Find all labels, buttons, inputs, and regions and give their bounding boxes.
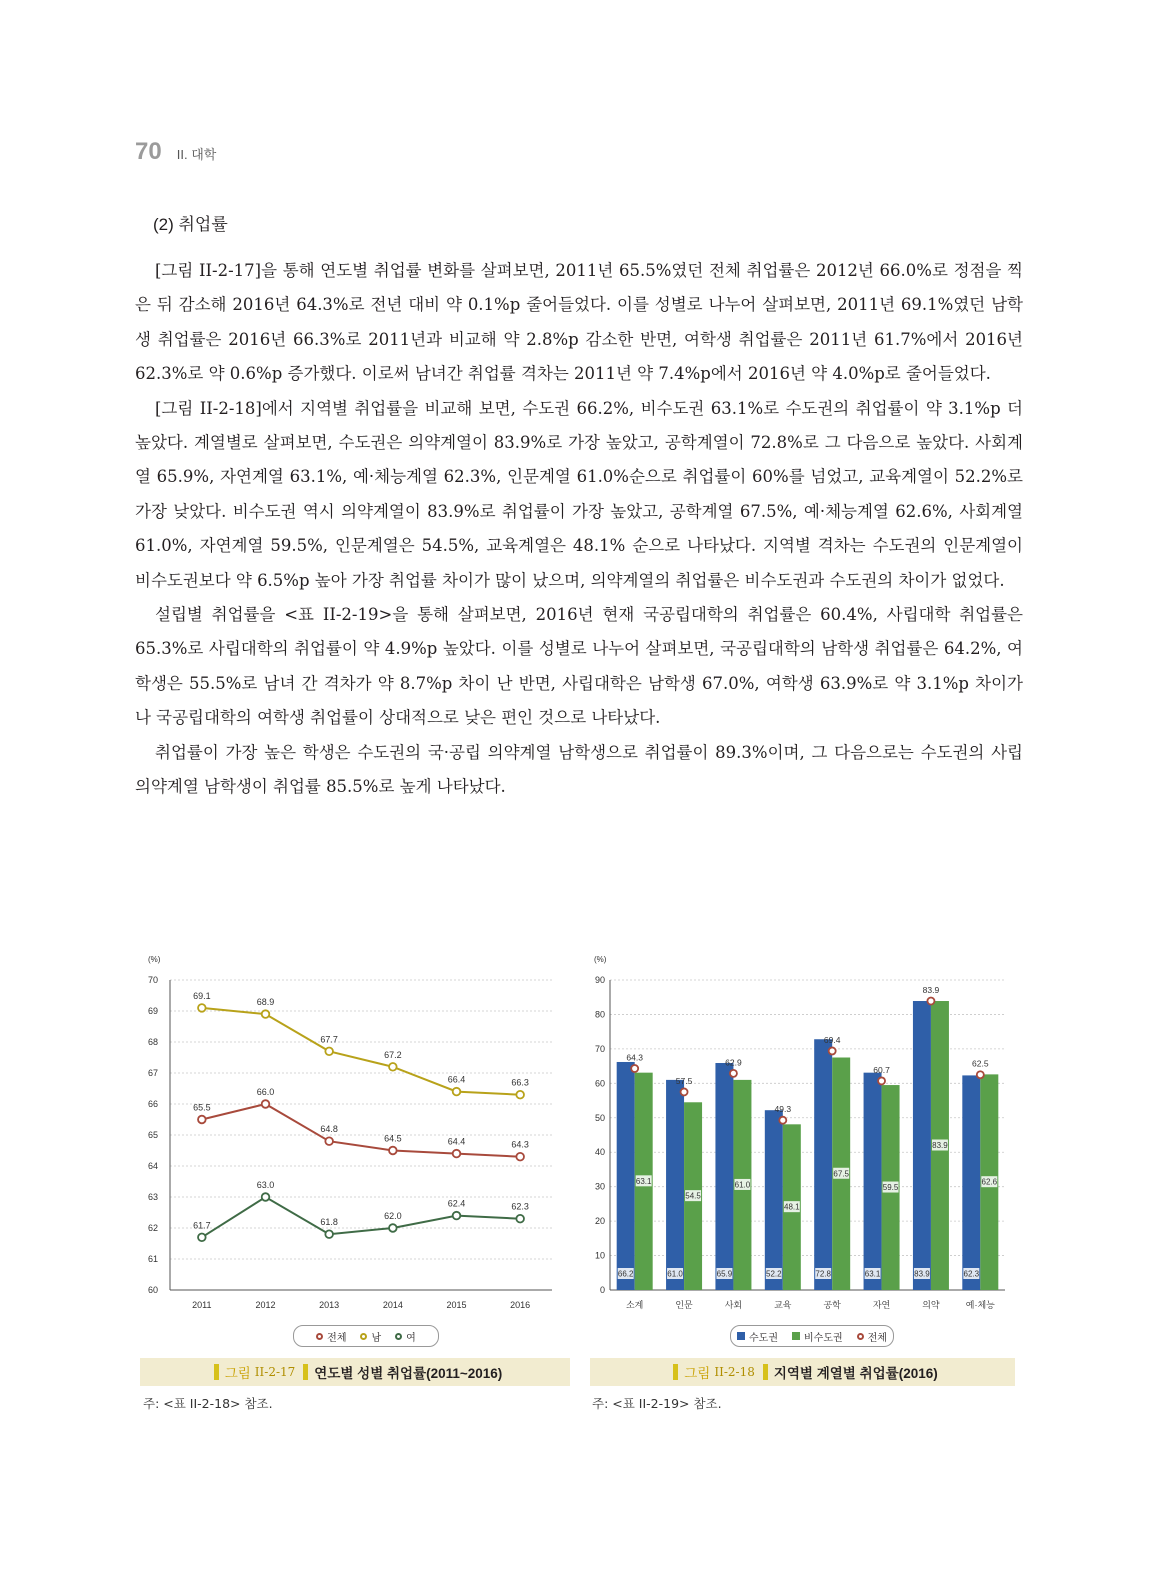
y-unit-label: (%) [594, 955, 607, 964]
legend-item [737, 1329, 778, 1344]
data-point [453, 1088, 461, 1096]
x-tick-label: 의약 [922, 1300, 940, 1310]
series-line-전체 [202, 1104, 520, 1157]
data-label: 63.1 [635, 1176, 652, 1186]
bar-수도권 [913, 1001, 931, 1290]
y-tick-label: 62 [147, 1223, 158, 1233]
legend-marker [395, 1333, 402, 1340]
y-tick-label: 69 [147, 1006, 158, 1016]
data-point [198, 1004, 206, 1012]
bar-수도권 [666, 1080, 684, 1290]
data-label: 61.0 [667, 1269, 683, 1279]
y-tick-label: 20 [594, 1216, 605, 1227]
x-tick-label: 2014 [382, 1300, 403, 1310]
paragraph: 취업률이 가장 높은 학생은 수도권의 국·공립 의약계열 남학생으로 취업률이 89.3%이며, 그 다음으로는 수도권의 사립 의약계열 남학생이 취업률 85.5%로 높게 나타났다. [135, 742, 1023, 797]
overlay-point [927, 998, 934, 1005]
overlay-label: 57.5 [675, 1075, 693, 1086]
caption-number: II-2-18 [714, 1365, 755, 1379]
x-tick-label: 2013 [319, 1300, 340, 1310]
paragraph: 설립별 취업률을 <표 II-2-19>을 통해 살펴보면, 2016년 현재 국공립대학의 취업률은 60.4%, 사립대학 취업률은 65.3%로 사립대학의 취업률이 약 4.9%p 높았다. 이를 성별로 나누어 살펴보면, 국공립대학의 남학생 취업률은 64.2%, 여학생은 55.5%로 남녀 간 격차가 약 8.7%p 차이 난 반면, 사립대학은 남학생 67.0%, 여학생 63.9%로 약 3.1%p 차이가 나 국공립대학의 여학생 취업률이 상대적으로 낮은 편인 것으로 나타났다. [135, 605, 1023, 728]
legend-marker [360, 1333, 367, 1340]
data-point [453, 1212, 461, 1220]
overlay-point [977, 1071, 984, 1078]
y-tick-label: 60 [594, 1078, 605, 1089]
x-tick-label: 교육 [774, 1300, 792, 1310]
y-tick-label: 90 [594, 975, 605, 985]
data-point [389, 1063, 397, 1071]
caption-title: 지역별 계열별 취업률(2016) [773, 1366, 938, 1381]
data-label: 61.0 [734, 1180, 751, 1190]
data-point [262, 1100, 270, 1108]
data-label: 62.6 [981, 1177, 998, 1187]
bar-수도권 [814, 1039, 832, 1290]
x-tick-label: 2011 [192, 1300, 212, 1310]
y-tick-label: 0 [599, 1285, 605, 1295]
data-label: 65.5 [193, 1102, 211, 1113]
data-label: 62.3 [963, 1269, 980, 1279]
data-label: 66.3 [511, 1077, 529, 1088]
legend-marker [857, 1333, 864, 1340]
data-label: 62.0 [384, 1211, 402, 1221]
subsection-title: (2) 취업률 [153, 215, 228, 234]
y-tick-label: 70 [594, 1043, 605, 1054]
figure1-caption [140, 1358, 570, 1386]
y-tick-label: 70 [147, 975, 158, 985]
data-label: 72.8 [815, 1269, 831, 1279]
caption-label: 그림 [684, 1366, 711, 1381]
x-tick-label: 사회 [724, 1300, 743, 1310]
legend-label: 남 [371, 1332, 382, 1344]
data-label: 64.8 [320, 1124, 338, 1135]
caption-title: 연도별 성별 취업률(2011~2016) [314, 1366, 503, 1381]
y-tick-label: 80 [594, 1009, 605, 1020]
y-tick-label: 64 [147, 1161, 158, 1171]
figure2-caption [590, 1358, 1015, 1386]
caption-bar [214, 1364, 219, 1380]
data-label: 62.3 [511, 1201, 529, 1212]
legend-marker [792, 1332, 800, 1340]
x-tick-label: 2015 [446, 1300, 467, 1310]
legend-label: 수도권 [749, 1332, 778, 1344]
bar-수도권 [617, 1062, 635, 1290]
x-tick-label: 2016 [510, 1300, 531, 1310]
legend-label: 전체 [867, 1332, 887, 1344]
page-header [135, 138, 216, 168]
data-point [325, 1137, 333, 1145]
body-text [135, 254, 1023, 805]
y-tick-label: 60 [147, 1285, 158, 1295]
overlay-point [631, 1065, 638, 1072]
data-point [325, 1048, 333, 1056]
x-tick-label: 공학 [823, 1300, 841, 1310]
overlay-label: 49.3 [774, 1104, 792, 1115]
data-label: 64.3 [511, 1139, 529, 1150]
legend-label: 여 [406, 1332, 416, 1344]
legend-item [395, 1329, 416, 1344]
x-tick-label: 인문 [675, 1300, 693, 1310]
x-tick-label: 소계 [625, 1300, 644, 1310]
overlay-label: 83.9 [922, 985, 940, 996]
data-label: 83.9 [932, 1141, 948, 1151]
bar-수도권 [715, 1063, 733, 1290]
y-tick-label: 67 [147, 1068, 158, 1078]
legend-item [360, 1329, 381, 1344]
data-label: 83.9 [914, 1269, 930, 1279]
x-tick-label: 예·체능 [965, 1300, 995, 1310]
data-label: 67.2 [384, 1049, 402, 1060]
data-label: 68.9 [256, 997, 275, 1008]
y-tick-label: 10 [594, 1250, 605, 1261]
legend-label: 전체 [327, 1332, 347, 1344]
data-label: 52.2 [766, 1269, 782, 1279]
overlay-label: 64.3 [626, 1052, 643, 1063]
caption-label: 그림 [224, 1366, 251, 1381]
overlay-label: 62.5 [972, 1058, 989, 1069]
data-point [325, 1230, 333, 1238]
data-point [453, 1150, 461, 1158]
x-tick-label: 자연 [872, 1300, 891, 1310]
section-label: II. 대학 [176, 147, 217, 162]
data-point [389, 1147, 397, 1155]
data-label: 66.4 [447, 1074, 466, 1085]
y-tick-label: 50 [594, 1112, 605, 1123]
y-tick-label: 65 [147, 1130, 158, 1140]
page-number: 70 [135, 138, 162, 165]
overlay-point [829, 1047, 836, 1054]
data-label: 63.1 [864, 1269, 881, 1279]
legend-marker [737, 1332, 745, 1340]
caption-bar [303, 1364, 308, 1380]
y-tick-label: 40 [594, 1147, 605, 1158]
line-chart-svg [140, 950, 570, 1315]
x-tick-label: 2012 [255, 1300, 276, 1310]
bar-수도권 [962, 1075, 980, 1290]
y-unit-label: (%) [148, 955, 161, 964]
data-point [516, 1215, 524, 1223]
data-point [262, 1193, 270, 1201]
data-point [516, 1091, 524, 1099]
legend-item [316, 1329, 346, 1344]
bar-수도권 [765, 1110, 783, 1290]
overlay-point [681, 1088, 688, 1095]
data-label: 62.4 [447, 1198, 466, 1209]
data-point [262, 1010, 270, 1018]
y-tick-label: 68 [147, 1037, 158, 1047]
paragraph: [그림 II-2-18]에서 지역별 취업률을 비교해 보면, 수도권 66.2%, 비수도권 63.1%로 수도권의 취업률이 약 3.1%p 더 높았다. 계열별로 살펴보면, 수도권은 의약계열이 83.9%로 가장 높았고, 공학계열이 72.8%로 그 다음으로 높았다. 사회계열 65.9%, 자연계열 63.1%, 예·체능계열 62.3%, 인문계열 61.0%순으로 취업률이 60%를 넘었고, 교육계열이 52.2%로 가장 낮았다. 비수도권 역시 의약계열이 83.9%로 취업률이 가장 높았고, 공학계열 67.5%, 예·체능계열 62.6%, 사회계열 61.0%, 자연계열 59.5%, 인문계열은 54.5%, 교육계열은 48.1% 순으로 나타났다. 지역별 격차는 수도권의 인문계열이 비수도권보다 약 6.5%p 높아 가장 취업률 차이가 많이 났으며, 의약계열의 취업률은 비수도권과 수도권의 차이가 없었다. [135, 398, 1023, 590]
data-label: 63.0 [256, 1180, 275, 1190]
data-label: 67.5 [833, 1169, 849, 1179]
data-label: 54.5 [685, 1191, 701, 1201]
paragraph: [그림 II-2-17]을 통해 연도별 취업률 변화를 살펴보면, 2011년 65.5%였던 전체 취업률은 2012년 66.0%로 정점을 찍은 뒤 감소해 2016년 64.3%로 전년 대비 약 0.1%p 줄어들었다. 이를 성별로 나누어 살펴보면, 2011년 69.1%였던 남학생 취업률은 2016년 66.3%로 2011년과 비교해 약 2.8%p 감소한 반면, 여학생 취업률은 2011년 61.7%에서 2016년 62.3%로 약 0.6%p 증가했다. 이로써 남녀간 취업률 격차는 2011년 약 7.4%p에서 2016년 약 4.0%p로 줄어들었다. [135, 261, 1023, 384]
figure1-note: 주: <표 II-2-18> 참조. [143, 1396, 273, 1411]
chart1-legend [293, 1325, 439, 1347]
chart2-legend [730, 1325, 894, 1347]
overlay-label: 69.4 [823, 1034, 841, 1045]
overlay-point [730, 1070, 737, 1077]
data-label: 66.2 [617, 1269, 634, 1279]
data-point [516, 1153, 524, 1161]
data-label: 69.1 [193, 990, 211, 1001]
data-label: 61.7 [193, 1220, 211, 1231]
data-label: 64.5 [384, 1133, 402, 1144]
y-tick-label: 66 [147, 1099, 158, 1109]
series-line-남 [202, 1008, 520, 1095]
series-line-여 [202, 1197, 520, 1237]
y-tick-label: 61 [147, 1254, 158, 1264]
line-chart-yearly-employment [140, 950, 570, 1315]
legend-label: 비수도권 [804, 1332, 843, 1344]
legend-marker [316, 1333, 323, 1340]
caption-number: II-2-17 [254, 1365, 296, 1379]
data-label: 61.8 [320, 1217, 338, 1228]
data-point [198, 1116, 206, 1124]
data-point [389, 1224, 397, 1232]
data-label: 67.7 [320, 1034, 338, 1045]
overlay-label: 60.7 [873, 1064, 890, 1075]
legend-item [792, 1329, 843, 1344]
overlay-point [779, 1117, 786, 1124]
y-tick-label: 63 [147, 1192, 158, 1202]
overlay-point [878, 1077, 885, 1084]
data-label: 66.0 [256, 1087, 275, 1097]
caption-bar [763, 1364, 768, 1380]
caption-bar [673, 1364, 678, 1380]
legend-item [857, 1329, 887, 1344]
overlay-label: 62.9 [725, 1057, 742, 1068]
y-tick-label: 30 [594, 1181, 605, 1192]
data-point [198, 1234, 206, 1242]
figure2-note: 주: <표 II-2-19> 참조. [592, 1396, 722, 1411]
bar-수도권 [864, 1073, 882, 1290]
data-label: 65.9 [716, 1269, 733, 1279]
data-label: 59.5 [882, 1183, 899, 1193]
data-label: 48.1 [784, 1202, 800, 1212]
bar-chart-regional-employment [590, 950, 1015, 1315]
data-label: 64.4 [447, 1136, 466, 1147]
bar-chart-svg [590, 950, 1015, 1315]
